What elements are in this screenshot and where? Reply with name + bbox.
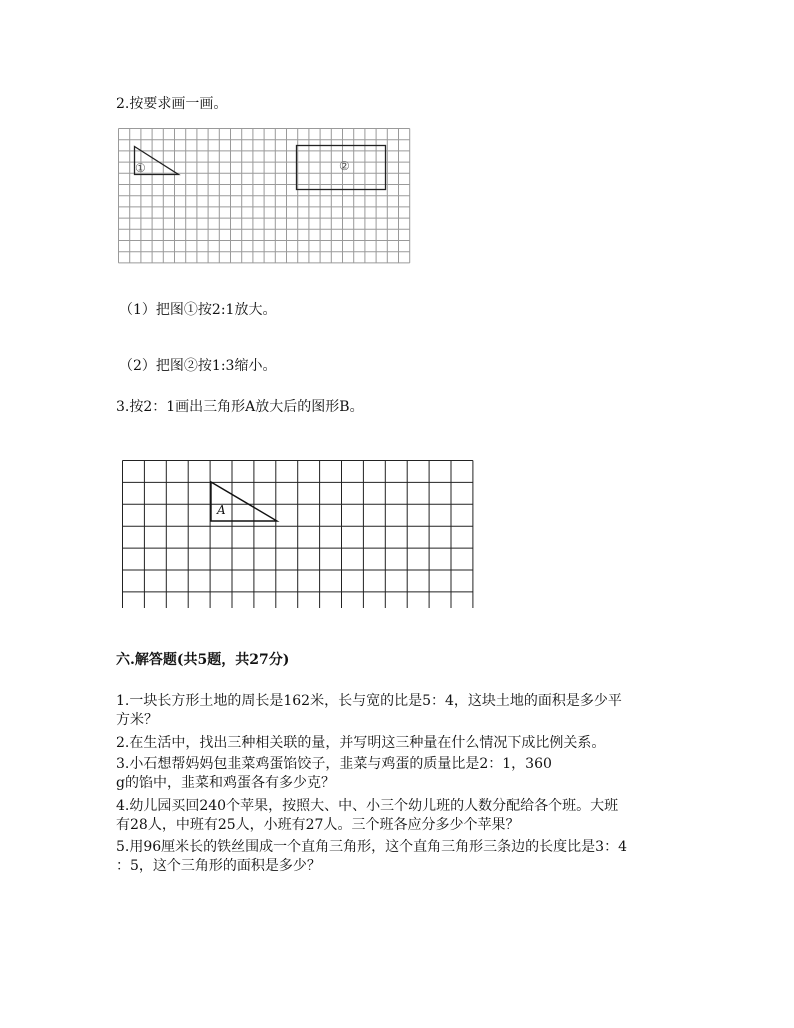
- question-1: [116, 692, 696, 730]
- question-5-line2: ：5，这个三角形的面积是多少？: [116, 858, 321, 874]
- question-3-line1: 3.小石想帮妈妈包韭菜鸡蛋馅饺子，韭菜与鸡蛋的质量比是2：1，360: [116, 756, 552, 772]
- q3-grid-figure: [121, 458, 477, 608]
- triangle-a-label: A: [217, 503, 226, 517]
- q3-title: 3.按2：1画出三角形A放大后的图形B。: [116, 399, 364, 415]
- question-4-line1: 4.幼儿园买回240个苹果，按照大、中、小三个幼儿班的人数分配给各个班。大班: [116, 798, 619, 814]
- shape2-label: ②: [339, 159, 350, 173]
- question-3: [116, 755, 696, 793]
- question-2: [116, 734, 696, 753]
- q3-grid-lines: [123, 461, 473, 609]
- question-4-line2: 有28人，中班有25人，小班有27人。三个班各应分多少个苹果？: [116, 817, 520, 833]
- question-5: [116, 838, 696, 876]
- question-1-line1: 1.一块长方形土地的周长是162米，长与宽的比是5：4，这块土地的面积是多少平: [116, 693, 622, 709]
- q2-grid-figure: [118, 128, 414, 266]
- question-4: [116, 797, 696, 835]
- question-2-line1: 2.在生活中，找出三种相关联的量，并写明这三种量在什么情况下成比例关系。: [116, 735, 606, 751]
- q2-grid-lines: [119, 129, 410, 263]
- q2-sub1: （1）把图①按2:1放大。: [119, 302, 277, 318]
- q2-sub2: （2）把图②按1:3缩小。: [119, 358, 277, 374]
- question-5-line1: 5.用96厘米长的铁丝围成一个直角三角形，这个直角三角形三条边的长度比是3：4: [116, 839, 627, 855]
- question-3-line2: g的馅中，韭菜和鸡蛋各有多少克？: [116, 775, 335, 791]
- question-1-line2: 方米？: [116, 712, 158, 728]
- shape1-label: ①: [135, 161, 146, 175]
- q2-title: 2.按要求画一画。: [116, 96, 228, 112]
- section6-heading: 六.解答题(共5题，共27分): [116, 652, 290, 668]
